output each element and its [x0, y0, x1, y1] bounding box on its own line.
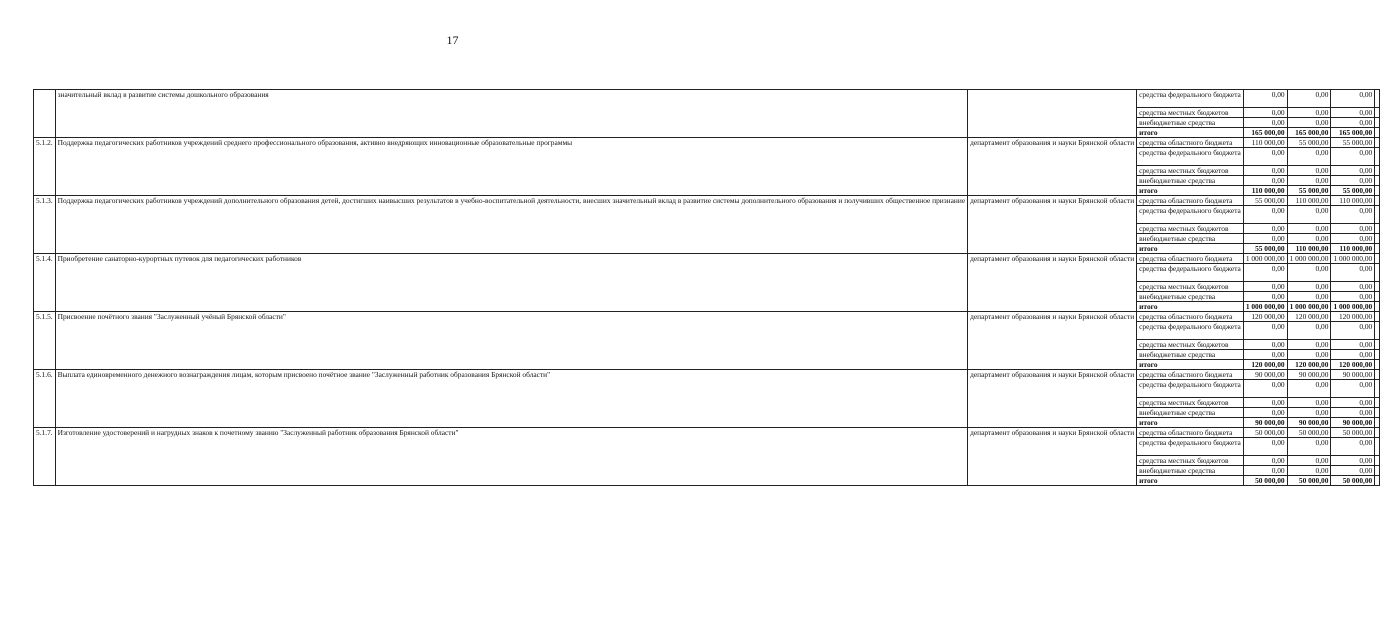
- amount-cell-year-2: 110 000,00: [1287, 244, 1331, 254]
- amount-cell-year-1: 0,00: [1243, 398, 1287, 408]
- table-row: [34, 196, 1380, 206]
- blank-cell: [1375, 128, 1380, 138]
- blank-cell: [1375, 186, 1380, 196]
- amount-cell-year-2: 110 000,00: [1287, 196, 1331, 206]
- blank-cell: [1375, 254, 1380, 264]
- amount-cell-year-1: 110 000,00: [1243, 138, 1287, 148]
- amount-cell-year-3: 0,00: [1331, 90, 1375, 108]
- blank-cell: [1375, 148, 1380, 166]
- funding-source-cell: средства федерального бюджета: [1137, 264, 1244, 282]
- funding-source-cell: внебюджетные средства: [1137, 118, 1244, 128]
- funding-source-cell: средства областного бюджета: [1137, 196, 1244, 206]
- amount-cell-year-1: 0,00: [1243, 292, 1287, 302]
- amount-cell-year-1: 1 000 000,00: [1243, 254, 1287, 264]
- amount-cell-year-3: 0,00: [1331, 350, 1375, 360]
- blank-cell: [1375, 408, 1380, 418]
- funding-source-cell: средства областного бюджета: [1137, 138, 1244, 148]
- funding-source-cell: средства областного бюджета: [1137, 370, 1244, 380]
- amount-cell-year-2: 0,00: [1287, 148, 1331, 166]
- amount-cell-year-1: 0,00: [1243, 108, 1287, 118]
- amount-cell-year-3: 1 000 000,00: [1331, 254, 1375, 264]
- table-row: [34, 312, 1380, 322]
- amount-cell-year-3: 120 000,00: [1331, 360, 1375, 370]
- amount-cell-year-1: 0,00: [1243, 166, 1287, 176]
- amount-cell-year-1: 0,00: [1243, 90, 1287, 108]
- blank-cell: [1375, 456, 1380, 466]
- funding-source-cell: средства областного бюджета: [1137, 312, 1244, 322]
- blank-cell: [1375, 322, 1380, 340]
- blank-cell: [1375, 380, 1380, 398]
- amount-cell-year-3: 0,00: [1331, 148, 1375, 166]
- item-name-cell: Изготовление удостоверений и нагрудных знаков к почетному званию "Заслуженный работник образования Брянской области": [55, 428, 967, 486]
- funding-source-cell: итого: [1137, 418, 1244, 428]
- amount-cell-year-3: 0,00: [1331, 380, 1375, 398]
- item-name-cell: Выплата единовременного денежного вознаграждения лицам, которым присвоено почётное звание "Заслуженный работник образования Брянской области": [55, 370, 967, 428]
- amount-cell-year-2: 0,00: [1287, 282, 1331, 292]
- amount-cell-year-1: 0,00: [1243, 466, 1287, 476]
- item-name-cell: Поддержка педагогических работников учреждений среднего профессионального образования, активно внедряющих инновационные образовательные программы: [55, 138, 967, 196]
- blank-cell: [1375, 428, 1380, 438]
- amount-cell-year-1: 0,00: [1243, 148, 1287, 166]
- amount-cell-year-3: 90 000,00: [1331, 370, 1375, 380]
- blank-cell: [1375, 108, 1380, 118]
- amount-cell-year-3: 0,00: [1331, 224, 1375, 234]
- page-number: 17: [446, 33, 459, 47]
- amount-cell-year-3: 0,00: [1331, 108, 1375, 118]
- blank-cell: [1375, 282, 1380, 292]
- item-name-cell: Приобретение санаторно-курортных путевок для педагогических работников: [55, 254, 967, 312]
- funding-source-cell: итого: [1137, 244, 1244, 254]
- amount-cell-year-1: 120 000,00: [1243, 360, 1287, 370]
- item-code-cell: 5.1.5.: [34, 312, 56, 370]
- item-name-cell: Присвоение почётного звания "Заслуженный учёный Брянской области": [55, 312, 967, 370]
- table-row: [34, 138, 1380, 148]
- blank-cell: [1375, 312, 1380, 322]
- blank-cell: [1375, 234, 1380, 244]
- item-name-cell: значительный вклад в развитие системы дошкольного образования: [55, 90, 967, 138]
- funding-source-cell: внебюджетные средства: [1137, 408, 1244, 418]
- amount-cell-year-2: 0,00: [1287, 322, 1331, 340]
- department-cell: департамент образования и науки Брянской области: [968, 254, 1137, 312]
- table-row: [34, 428, 1380, 438]
- amount-cell-year-2: 0,00: [1287, 456, 1331, 466]
- table-row: [34, 370, 1380, 380]
- funding-source-cell: средства местных бюджетов: [1137, 166, 1244, 176]
- blank-cell: [1375, 466, 1380, 476]
- amount-cell-year-1: 0,00: [1243, 350, 1287, 360]
- amount-cell-year-3: 0,00: [1331, 398, 1375, 408]
- amount-cell-year-3: 0,00: [1331, 408, 1375, 418]
- amount-cell-year-2: 1 000 000,00: [1287, 302, 1331, 312]
- amount-cell-year-3: 0,00: [1331, 456, 1375, 466]
- amount-cell-year-1: 165 000,00: [1243, 128, 1287, 138]
- amount-cell-year-1: 90 000,00: [1243, 418, 1287, 428]
- amount-cell-year-2: 0,00: [1287, 350, 1331, 360]
- amount-cell-year-2: 0,00: [1287, 340, 1331, 350]
- amount-cell-year-3: 0,00: [1331, 322, 1375, 340]
- funding-source-cell: средства федерального бюджета: [1137, 90, 1244, 108]
- amount-cell-year-1: 0,00: [1243, 438, 1287, 456]
- amount-cell-year-2: 0,00: [1287, 438, 1331, 456]
- amount-cell-year-1: 120 000,00: [1243, 312, 1287, 322]
- amount-cell-year-3: 55 000,00: [1331, 186, 1375, 196]
- amount-cell-year-2: 120 000,00: [1287, 312, 1331, 322]
- amount-cell-year-1: 90 000,00: [1243, 370, 1287, 380]
- blank-cell: [1375, 418, 1380, 428]
- funding-source-cell: средства местных бюджетов: [1137, 282, 1244, 292]
- amount-cell-year-2: 0,00: [1287, 90, 1331, 108]
- amount-cell-year-3: 55 000,00: [1331, 138, 1375, 148]
- blank-cell: [1375, 370, 1380, 380]
- amount-cell-year-1: 0,00: [1243, 322, 1287, 340]
- funding-source-cell: внебюджетные средства: [1137, 292, 1244, 302]
- amount-cell-year-2: 50 000,00: [1287, 476, 1331, 486]
- amount-cell-year-3: 110 000,00: [1331, 196, 1375, 206]
- blank-cell: [1375, 360, 1380, 370]
- blank-cell: [1375, 398, 1380, 408]
- amount-cell-year-3: 165 000,00: [1331, 128, 1375, 138]
- amount-cell-year-1: 0,00: [1243, 380, 1287, 398]
- blank-cell: [1375, 264, 1380, 282]
- amount-cell-year-2: 50 000,00: [1287, 428, 1331, 438]
- funding-source-cell: средства федерального бюджета: [1137, 148, 1244, 166]
- amount-cell-year-2: 0,00: [1287, 408, 1331, 418]
- blank-cell: [1375, 138, 1380, 148]
- amount-cell-year-2: 120 000,00: [1287, 360, 1331, 370]
- item-code-cell: 5.1.6.: [34, 370, 56, 428]
- amount-cell-year-3: 50 000,00: [1331, 428, 1375, 438]
- amount-cell-year-2: 0,00: [1287, 206, 1331, 224]
- blank-cell: [1375, 166, 1380, 176]
- funding-source-cell: внебюджетные средства: [1137, 176, 1244, 186]
- item-code-cell: 5.1.2.: [34, 138, 56, 196]
- item-code-cell: 5.1.4.: [34, 254, 56, 312]
- amount-cell-year-3: 0,00: [1331, 118, 1375, 128]
- amount-cell-year-3: 120 000,00: [1331, 312, 1375, 322]
- funding-source-cell: внебюджетные средства: [1137, 234, 1244, 244]
- amount-cell-year-2: 90 000,00: [1287, 370, 1331, 380]
- amount-cell-year-2: 55 000,00: [1287, 138, 1331, 148]
- amount-cell-year-3: 0,00: [1331, 206, 1375, 224]
- blank-cell: [1375, 90, 1380, 108]
- funding-source-cell: итого: [1137, 302, 1244, 312]
- amount-cell-year-1: 0,00: [1243, 264, 1287, 282]
- amount-cell-year-3: 90 000,00: [1331, 418, 1375, 428]
- amount-cell-year-1: 0,00: [1243, 340, 1287, 350]
- amount-cell-year-2: 165 000,00: [1287, 128, 1331, 138]
- funding-source-cell: средства федерального бюджета: [1137, 438, 1244, 456]
- table-row: [34, 254, 1380, 264]
- funding-source-cell: итого: [1137, 128, 1244, 138]
- funding-source-cell: средства федерального бюджета: [1137, 380, 1244, 398]
- funding-source-cell: итого: [1137, 476, 1244, 486]
- amount-cell-year-1: 1 000 000,00: [1243, 302, 1287, 312]
- department-cell: департамент образования и науки Брянской области: [968, 312, 1137, 370]
- amount-cell-year-1: 55 000,00: [1243, 244, 1287, 254]
- blank-cell: [1375, 292, 1380, 302]
- table-row: [34, 90, 1380, 108]
- item-code-cell: [34, 90, 56, 138]
- amount-cell-year-1: 0,00: [1243, 408, 1287, 418]
- amount-cell-year-2: 0,00: [1287, 292, 1331, 302]
- amount-cell-year-3: 0,00: [1331, 340, 1375, 350]
- funding-source-cell: средства федерального бюджета: [1137, 206, 1244, 224]
- item-code-cell: 5.1.7.: [34, 428, 56, 486]
- funding-source-cell: средства местных бюджетов: [1137, 108, 1244, 118]
- amount-cell-year-1: 50 000,00: [1243, 476, 1287, 486]
- department-cell: департамент образования и науки Брянской области: [968, 428, 1137, 486]
- funding-source-cell: итого: [1137, 360, 1244, 370]
- funding-source-cell: средства областного бюджета: [1137, 254, 1244, 264]
- funding-source-cell: средства местных бюджетов: [1137, 456, 1244, 466]
- amount-cell-year-2: 0,00: [1287, 108, 1331, 118]
- amount-cell-year-2: 0,00: [1287, 118, 1331, 128]
- blank-cell: [1375, 244, 1380, 254]
- amount-cell-year-1: 50 000,00: [1243, 428, 1287, 438]
- amount-cell-year-2: 0,00: [1287, 398, 1331, 408]
- amount-cell-year-1: 0,00: [1243, 234, 1287, 244]
- amount-cell-year-3: 1 000 000,00: [1331, 302, 1375, 312]
- amount-cell-year-1: 0,00: [1243, 456, 1287, 466]
- amount-cell-year-2: 0,00: [1287, 176, 1331, 186]
- amount-cell-year-3: 0,00: [1331, 264, 1375, 282]
- funding-source-cell: средства местных бюджетов: [1137, 340, 1244, 350]
- amount-cell-year-2: 90 000,00: [1287, 418, 1331, 428]
- blank-cell: [1375, 476, 1380, 486]
- funding-source-cell: средства федерального бюджета: [1137, 322, 1244, 340]
- amount-cell-year-2: 0,00: [1287, 166, 1331, 176]
- item-code-cell: 5.1.3.: [34, 196, 56, 254]
- amount-cell-year-2: 0,00: [1287, 466, 1331, 476]
- amount-cell-year-3: 0,00: [1331, 282, 1375, 292]
- amount-cell-year-1: 55 000,00: [1243, 196, 1287, 206]
- amount-cell-year-1: 110 000,00: [1243, 186, 1287, 196]
- blank-cell: [1375, 350, 1380, 360]
- blank-cell: [1375, 302, 1380, 312]
- blank-cell: [1375, 438, 1380, 456]
- amount-cell-year-3: 50 000,00: [1331, 476, 1375, 486]
- amount-cell-year-3: 0,00: [1331, 234, 1375, 244]
- amount-cell-year-1: 0,00: [1243, 282, 1287, 292]
- amount-cell-year-2: 0,00: [1287, 380, 1331, 398]
- department-cell: [968, 90, 1137, 138]
- amount-cell-year-1: 0,00: [1243, 224, 1287, 234]
- funding-source-cell: средства областного бюджета: [1137, 428, 1244, 438]
- blank-cell: [1375, 224, 1380, 234]
- amount-cell-year-3: 0,00: [1331, 176, 1375, 186]
- blank-cell: [1375, 118, 1380, 128]
- amount-cell-year-3: 110 000,00: [1331, 244, 1375, 254]
- amount-cell-year-1: 0,00: [1243, 118, 1287, 128]
- blank-cell: [1375, 176, 1380, 186]
- funding-source-cell: средства местных бюджетов: [1137, 398, 1244, 408]
- amount-cell-year-2: 0,00: [1287, 234, 1331, 244]
- amount-cell-year-3: 0,00: [1331, 438, 1375, 456]
- department-cell: департамент образования и науки Брянской области: [968, 138, 1137, 196]
- amount-cell-year-1: 0,00: [1243, 176, 1287, 186]
- blank-cell: [1375, 340, 1380, 350]
- amount-cell-year-1: 0,00: [1243, 206, 1287, 224]
- budget-table: [33, 89, 1380, 486]
- amount-cell-year-2: 0,00: [1287, 264, 1331, 282]
- funding-source-cell: итого: [1137, 186, 1244, 196]
- amount-cell-year-2: 1 000 000,00: [1287, 254, 1331, 264]
- amount-cell-year-2: 55 000,00: [1287, 186, 1331, 196]
- amount-cell-year-3: 0,00: [1331, 466, 1375, 476]
- funding-source-cell: внебюджетные средства: [1137, 466, 1244, 476]
- item-name-cell: Поддержка педагогических работников учреждений дополнительного образования детей, достигших наивысших результатов в учебно-воспитательной деятельности, внесших значительный вклад в развитие системы дополнительного образования и получивших общественное признание: [55, 196, 967, 254]
- amount-cell-year-3: 0,00: [1331, 292, 1375, 302]
- amount-cell-year-3: 0,00: [1331, 166, 1375, 176]
- department-cell: департамент образования и науки Брянской области: [968, 370, 1137, 428]
- department-cell: департамент образования и науки Брянской области: [968, 196, 1137, 254]
- funding-source-cell: средства местных бюджетов: [1137, 224, 1244, 234]
- funding-source-cell: внебюджетные средства: [1137, 350, 1244, 360]
- amount-cell-year-2: 0,00: [1287, 224, 1331, 234]
- blank-cell: [1375, 206, 1380, 224]
- blank-cell: [1375, 196, 1380, 206]
